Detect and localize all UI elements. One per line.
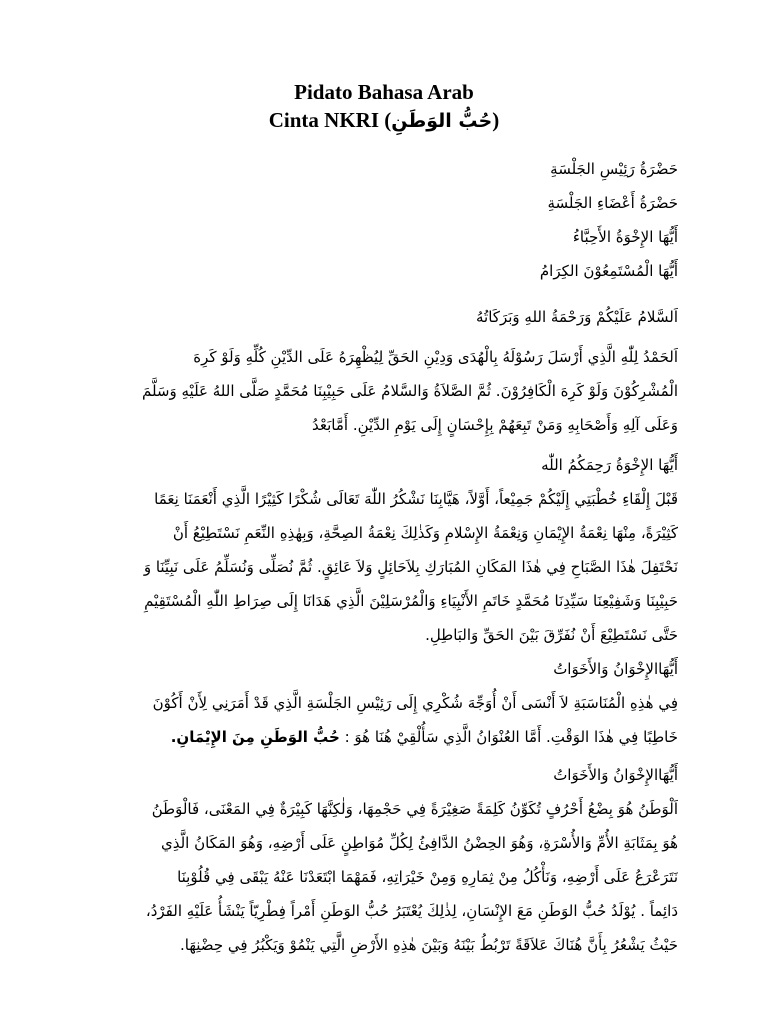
section-heading: أَيُّهَا الإِخْوَةُ رَحِمَكُمُ اللّٰه [541, 456, 678, 474]
salutation-line: أَيُّهَا الإِخْوَةُ الأَحِبَّاءُ [572, 228, 678, 246]
subtitle-arabic: حُبُّ الوَطَنِ [391, 110, 493, 132]
subtitle-close: ) [492, 108, 500, 132]
paragraph-line: كَثِيْرَةً، مِنْهَا نِعْمَةُ الإِيْمَانِ وَنِعْمَةُ الإِسْلامِ وَكَذٰلِكَ نِعْمَةُ الصِحَّةِ، وَبِهٰذِهِ النِّعَمِ نَسْتَطِيْعُ أَنْ [172, 524, 678, 542]
salutation-line: حَضْرَةُ رَئِيْسِ الجَلْسَةِ [550, 160, 678, 178]
section-heading: أَيُّهَاالإِخْوَانُ وَالأَخَوَاتُ [553, 660, 678, 678]
paragraph-text: خَاطِبًا فِي هٰذَا الوَقْتِ. أَمَّا العُنْوَانُ الَّذِي سَأُلْقِيْ هُنَا هُوَ : [344, 728, 678, 746]
paragraph-line: الْمُشْرِكُوْنَ وَلَوْ كَرِهَ الْكَافِرُوْنَ. ثُمَّ الصَّلاَةُ وَالسَّلامُ عَلَى حَبِيْبِنَا مُحَمَّدٍ صَلَّى اللهُ عَلَيْهِ وَسَلَّمَ [141, 382, 678, 400]
subtitle-latin: Cinta NKRI ( [268, 108, 392, 132]
page-title: Pidato Bahasa Arab [294, 80, 474, 104]
paragraph-line: نَتَرَعْرَعُ عَلَى أَرْضِهِ، وَنَأْكُلُ مِنْ ثِمَارِهِ وَمِنْ خَيْرَاتِهِ، فَمَهْمَا ابْتَعَدْنَا عَنْهُ يَبْقَى فِي قُلُوْبِنَا [177, 868, 678, 886]
paragraph-line: اَلْوَطَنُ هُوَ بِضْعُ أَحْرُفٍ تُكَوِّنُ كَلِمَةً صَغِيْرَةً فِي حَجْمِهَا، وَلٰكِنَّهَا كَبِيْرَةٌ فِي المَعْنَى، فَالْوَطَنُ [151, 800, 678, 818]
section-heading: أَيُّهَاالإِخْوَانُ وَالأَخَوَاتُ [553, 766, 678, 784]
paragraph-line: وَعَلَى آلِهِ وَأَصْحَابِهِ وَمَنْ تَبِعَهُمْ بِإِحْسَانٍ إِلَى يَوْمِ الدِّيْنِ. أَمَّابَعْدُ [312, 416, 678, 434]
paragraph-line: حَيْثُ يَشْعُرُ بِأَنَّ هُنَاكَ عَلاَقَةً تَرْبُطُ بَيْنَهُ وَبَيْنَ هٰذِهِ الأَرْضِ الَّتِي يَنْمُوْ وَيَكْبُرُ فِي حِضْنِهَا. [180, 936, 678, 954]
section-2 [98, 652, 678, 754]
page-subtitle [0, 106, 768, 135]
paragraph-line: قَبْلَ إِلْقَاءِ خُطْبَتِي إِلَيْكُمْ جَمِيْعاً، أَوَّلاً، هَيَّابِنَا نَشْكُرُ اللّٰهَ تَعَالَى شُكْرًا كَثِيْرًا الَّذِي أَنْعَمَنَا نِعَمًا [154, 490, 678, 508]
paragraph-line: نَحْتَفِلَ هٰذَا الصَّبَاحِ فِي هٰذَا المَكَانِ المُبَارَكِ بِلاَحَائِلٍ وَلاَ عَائِقٍ. ثُمَّ نُصَلِّى وَنُسَلِّمُ عَلَى نَبِيِّنَا وَ [143, 558, 678, 576]
salutation-line: أَيُّهَا الْمُسْتَمِعُوْنَ الكِرَامُ [539, 262, 678, 280]
title-block [0, 78, 768, 135]
greeting-block [98, 300, 678, 334]
opening-paragraph [98, 340, 678, 442]
paragraph-line-with-bold [98, 720, 678, 754]
paragraph-line: هُوَ بِمَثَابَةِ الأُمِّ وَالأُسْرَةِ، وَهُوَ الحِضْنُ الدَّافِئُ لِكُلِّ مُوَاطِنٍ عَلَى أَرْضِهِ، وَهُوَ المَكَانُ الَّذِي [160, 834, 678, 852]
speech-topic: حُبُّ الوَطَنِ مِنَ الإِيْمَانِ. [170, 728, 340, 746]
paragraph-line: دَائِماً . يُوْلَدُ حُبُّ الوَطَنِ مَعَ الإِنْسَانِ، لِذٰلِكَ يُعْتَبَرُ حُبُّ الوَطَنِ أَمْراً فِطْرِيّاً يَنْشَأُ عَلَيْهِ الفَرْدُ، [145, 902, 678, 920]
paragraph-line: فِي هٰذِهِ الْمُنَاسَبَةِ لاَ أَنْسَى أَنْ أُوَجِّهَ شُكْرِي إِلَى رَئِيْسِ الجَلْسَةِ الَّذِي قَدْ أَمَرَنِي لِأَنْ أَكُوْنَ [152, 694, 678, 712]
salutation-line: حَضْرَةُ أَعْضَاءِ الجَلْسَةِ [547, 194, 678, 212]
section-1 [98, 448, 678, 652]
paragraph-line: حَتَّى نَسْتَطِيْعَ أَنْ نُفَرِّقَ بَيْنَ الحَقِّ وَالبَاطِلِ. [425, 626, 678, 644]
greeting: اَلسَّلامُ عَلَيْكُمْ وَرَحْمَةُ اللهِ وَبَرَكَاتُهُ [476, 308, 678, 326]
paragraph-line: حَبِيْبِنَا وَشَفِيْعِنَا سَيِّدِنَا مُحَمَّدٍ خَاتَمِ الأَنْبِيَاءِ وَالْمُرْسَلِيْنَ الَّذِي هَدَانَا إِلَى صِرَاطِ اللّٰهِ الْمُسْتَقِيْمِ [144, 592, 678, 610]
section-3 [98, 758, 678, 962]
salutations [98, 152, 678, 288]
paragraph-line: اَلحَمْدُ لِلّٰهِ الَّذِي أَرْسَلَ رَسُوْلَهُ بِالْهُدَى وَدِيْنِ الحَقِّ لِيُظْهِرَهُ عَلَى الدِّيْنِ كُلِّهِ وَلَوْ كَرِهَ [193, 348, 678, 366]
